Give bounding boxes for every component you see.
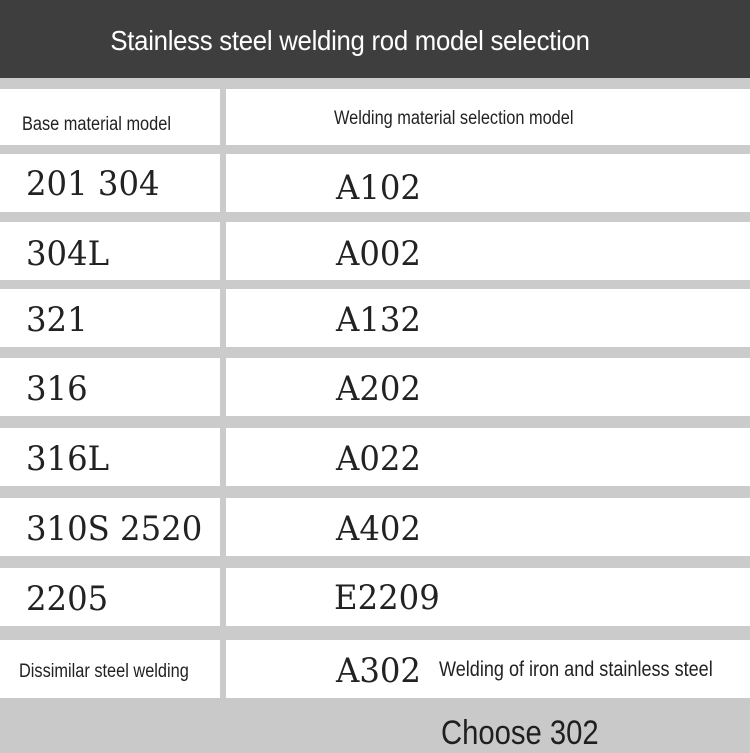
column-header-base bbox=[0, 89, 220, 145]
table-row-welding-cell bbox=[226, 358, 750, 416]
welding-note: Welding of iron and stainless steel bbox=[439, 658, 713, 681]
base-material-value: 310S 2520 bbox=[26, 509, 203, 549]
base-material-value: 316L bbox=[26, 439, 110, 479]
table-row-welding-cell bbox=[226, 289, 750, 347]
column-header-welding bbox=[226, 89, 750, 145]
table-row-welding-cell bbox=[226, 640, 750, 698]
base-material-value: 321 bbox=[26, 300, 88, 340]
footer-recommendation: Choose 302 bbox=[441, 714, 599, 752]
base-material-value: Dissimilar steel welding bbox=[19, 661, 189, 682]
table-row-welding-cell bbox=[226, 498, 750, 556]
table-row-welding-cell bbox=[226, 222, 750, 280]
welding-model-value: A402 bbox=[336, 509, 421, 549]
table-row-base-cell bbox=[0, 289, 220, 347]
base-material-value: 201 304 bbox=[26, 164, 160, 204]
base-material-value: 316 bbox=[26, 369, 88, 409]
table-row-welding-cell bbox=[226, 568, 750, 626]
base-material-value: 304L bbox=[26, 234, 110, 274]
table-row-base-cell bbox=[0, 640, 220, 698]
table-row-base-cell bbox=[0, 568, 220, 626]
welding-model-value: A022 bbox=[336, 439, 421, 479]
table-row-base-cell bbox=[0, 154, 220, 212]
welding-model-value: A132 bbox=[336, 300, 421, 340]
welding-model-value: A302 bbox=[336, 651, 421, 691]
table-row-welding-cell bbox=[226, 428, 750, 486]
table-row-base-cell bbox=[0, 428, 220, 486]
welding-model-value: E2209 bbox=[334, 578, 440, 618]
welding-model-value: A002 bbox=[336, 234, 421, 274]
welding-model-value: A102 bbox=[336, 168, 421, 208]
table-row-base-cell bbox=[0, 358, 220, 416]
table-row-base-cell bbox=[0, 498, 220, 556]
footer-bar bbox=[0, 698, 750, 750]
header-bar bbox=[0, 0, 750, 78]
table-row-welding-cell bbox=[226, 154, 750, 212]
column-header-base-label: Base material model bbox=[22, 114, 171, 135]
welding-model-value: A202 bbox=[336, 369, 421, 409]
page-title: Stainless steel welding rod model selection bbox=[110, 25, 590, 56]
base-material-value: 2205 bbox=[26, 579, 109, 619]
table-row-base-cell bbox=[0, 222, 220, 280]
column-header-welding-label: Welding material selection model bbox=[334, 108, 574, 129]
